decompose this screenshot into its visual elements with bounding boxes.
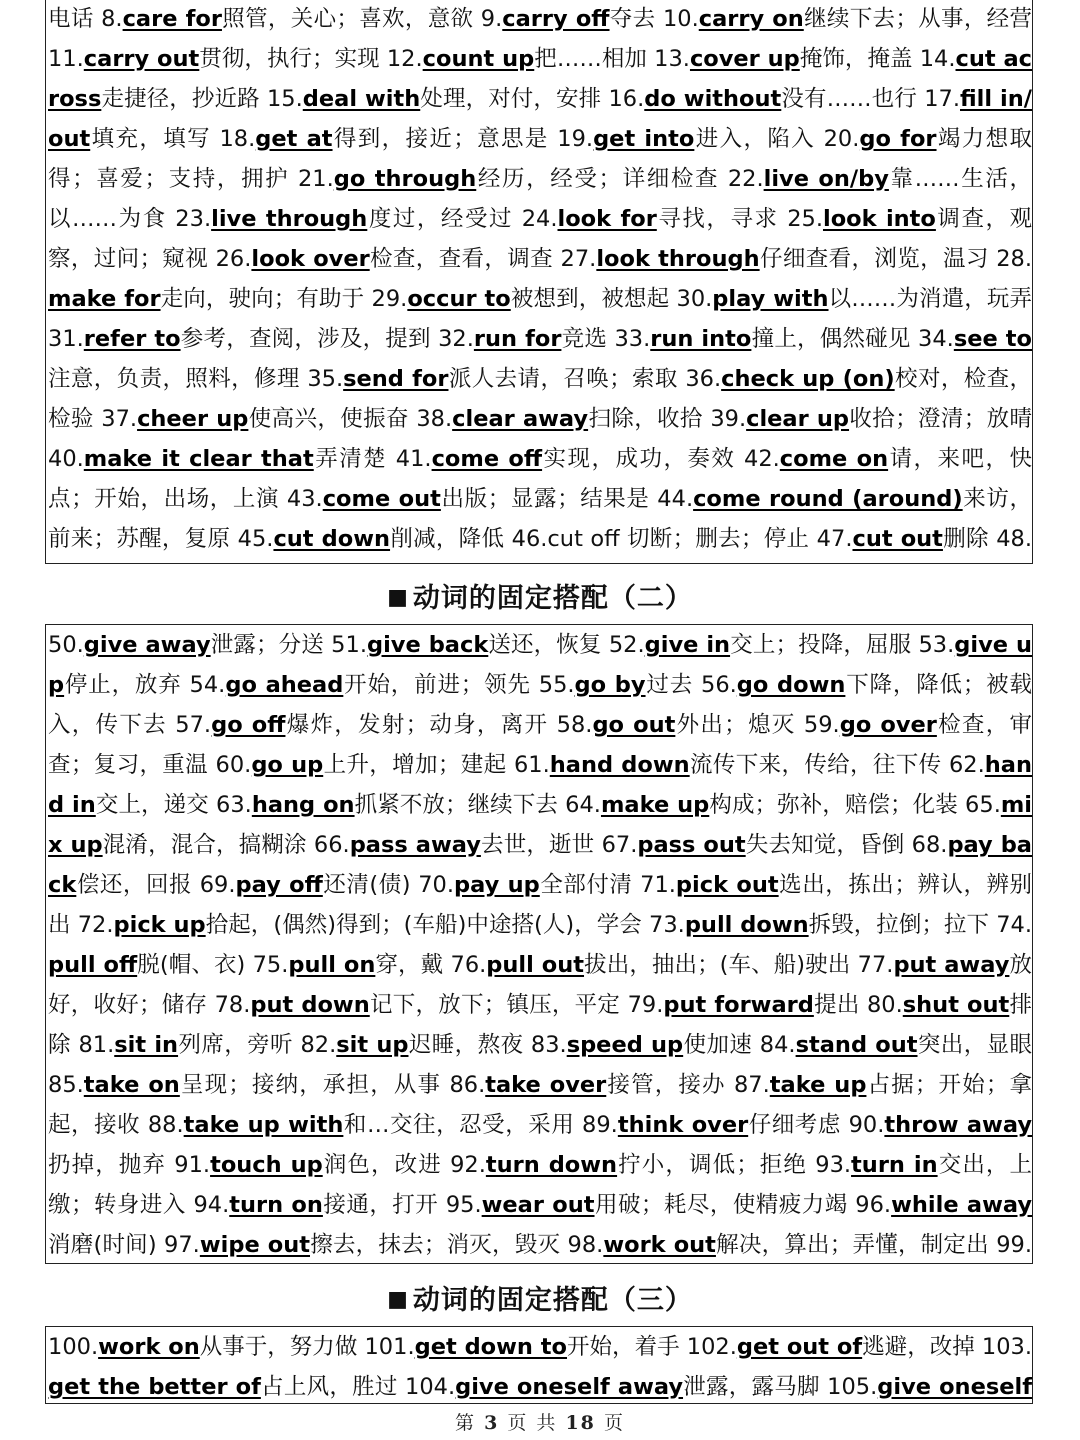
section-3-text (48, 1327, 1032, 1404)
phrase-term: mix up (48, 792, 1033, 858)
phrase-definition: 下降，降低；被载入，传下去 57. (48, 672, 1033, 738)
phrase-term: come off (431, 446, 543, 472)
phrase-term: take on (83, 1072, 180, 1098)
phrase-definition: 被想到，被想起 30. (510, 286, 713, 312)
phrase-term: give up (48, 632, 1033, 698)
phrase-definition: 还清(债) 70. (322, 872, 455, 898)
phrase-definition: 从事于，努力做 101. (199, 1334, 415, 1360)
section-2-box (45, 624, 1033, 1264)
phrase-definition: 占上风，胜过 104. (260, 1374, 456, 1400)
phrase-definition: 排除 81. (48, 992, 1033, 1058)
phrase-term: go down (736, 672, 846, 698)
phrase-term: run for (473, 326, 562, 352)
phrase-term: work out (603, 1232, 716, 1258)
phrase-definition: 过去 56. (645, 672, 737, 698)
phrase-definition: 使加速 84. (683, 1032, 796, 1058)
phrase-definition: 拾起，(偶然)得到；(车船)中途搭(人)，学会 73. (205, 912, 685, 938)
phrase-definition: 爆炸，发射；动身，离开 58. (285, 712, 593, 738)
phrase-definition: 竭力想取得；喜爱；支持，拥护 21. (48, 126, 1033, 192)
phrase-term: give away (83, 632, 211, 658)
phrase-definition: 用破；耗尽，使精疲力竭 96. (594, 1192, 892, 1218)
phrase-definition: 放好，收好；储存 78. (48, 952, 1032, 1018)
phrase-definition: 和…交往，忍受，采用 89. (343, 1112, 618, 1138)
phrase-term: wear out (481, 1192, 595, 1218)
phrase-term: turn in (851, 1152, 938, 1178)
phrase-definition: 寻找，寻求 25. (656, 206, 823, 232)
section-3-title: 动词的固定搭配（三） (412, 1285, 693, 1316)
phrase-term: turn on (229, 1192, 323, 1218)
phrase-definition: 流传下来，传给，往下传 62. (689, 752, 985, 778)
phrase-term: give oneself away (455, 1374, 684, 1400)
phrase-term: fill in/out (48, 86, 1032, 152)
phrase-term: look into (822, 206, 936, 232)
phrase-term: make it clear that (83, 446, 314, 472)
phrase-definition: 开始，着手 102. (567, 1334, 737, 1360)
phrase-term: wipe out (199, 1232, 310, 1258)
phrase-definition: 记下，放下；镇压，平定 79. (369, 992, 664, 1018)
phrase-term: pay off (235, 872, 323, 898)
phrase-term: go for (859, 126, 937, 152)
phrase-definition: 校对，检查，检验 37. (48, 366, 1033, 432)
phrase-term: live through (211, 206, 368, 232)
phrase-definition: 仔细考虑 90. (748, 1112, 885, 1138)
phrase-definition: 拧小，调低；拒绝 93. (617, 1152, 852, 1178)
phrase-term: run into (650, 326, 752, 352)
phrase-definition: 拆毁，拉倒；拉下 74. (808, 912, 1033, 938)
phrase-term: carry on (698, 6, 804, 32)
phrase-definition: 仔细查看，浏览，温习 28. (759, 246, 1032, 272)
phrase-term: check up (on) (721, 366, 895, 392)
phrase-definition: 扫除，收拾 39. (588, 406, 747, 432)
phrase-definition: 拔出，抽出；(车、船)驶出 77. (584, 952, 894, 978)
phrase-term: sit up (336, 1032, 409, 1058)
phrase-term: make up (600, 792, 710, 818)
phrase-term: play with (712, 286, 829, 312)
phrase-term: come out (322, 486, 441, 512)
phrase-definition: 填充，填写 18. (90, 126, 256, 152)
phrase-definition: 调查，观察，过问；窥视 26. (48, 206, 1033, 272)
phrase-term: send for (343, 366, 449, 392)
phrase-definition: 交出，上缴；转身进入 94. (48, 1152, 1033, 1218)
phrase-definition: 接管，接办 87. (606, 1072, 770, 1098)
phrase-definition: 派人去请，召唤；索取 36. (448, 366, 722, 392)
phrase-term: count up (422, 46, 535, 72)
phrase-term: cover up (689, 46, 800, 72)
total-pages-number: 18 (565, 1412, 596, 1434)
phrase-term: pick up (113, 912, 206, 938)
phrase-term: hand down (549, 752, 690, 778)
phrase-definition: 实现，成功，奏效 42. (542, 446, 780, 472)
phrase-definition: 删除 48. (942, 526, 1033, 552)
current-page-number: 3 (484, 1412, 500, 1434)
phrase-definition: 使高兴，使振奋 38. (248, 406, 453, 432)
phrase-definition: 泄露；分送 51. (210, 632, 367, 658)
phrase-term: go over (839, 712, 937, 738)
phrase-term: pick out (675, 872, 779, 898)
phrase-definition: 接通，打开 95. (322, 1192, 482, 1218)
phrase-definition: 经历，经受；详细检查 22. (476, 166, 764, 192)
phrase-term: get out of (736, 1334, 863, 1360)
phrase-definition: 偿还，回报 69. (76, 872, 236, 898)
phrase-definition: 擦去，抹去；消灭，毁灭 98. (310, 1232, 604, 1258)
phrase-term: pull down (684, 912, 809, 938)
phrase-definition: 撞上，偶然碰见 34. (751, 326, 954, 352)
phrase-definition: 全部付清 71. (539, 872, 676, 898)
phrase-term: take over (485, 1072, 607, 1098)
phrase-definition: 抓紧不放；继续下去 64. (354, 792, 601, 818)
phrase-term: give in (644, 632, 731, 658)
section-2-heading (0, 576, 1080, 615)
phrase-definition: 夺去 10. (609, 6, 699, 32)
phrase-definition: 把……相加 13. (534, 46, 690, 72)
phrase-term: turn down (485, 1152, 618, 1178)
phrase-definition: 来访，前来；苏醒，复原 45. (48, 486, 1032, 552)
phrase-definition: 上升，增加；建起 61. (323, 752, 550, 778)
phrase-term: refer to (83, 326, 181, 352)
phrase-term: see to (953, 326, 1033, 352)
phrase-definition: 出版；显露；结果是 44. (440, 486, 694, 512)
phrase-term: give back (366, 632, 489, 658)
phrase-definition: 突出，显眼 85. (48, 1032, 1032, 1098)
phrase-definition: 进入，陷入 20. (694, 126, 860, 152)
phrase-term: get the better of (48, 1374, 261, 1400)
phrase-definition: 交上，递交 63. (95, 792, 252, 818)
phrase-term: give oneself (877, 1374, 1032, 1400)
phrase-term: look for (557, 206, 657, 232)
phrase-term: work on (98, 1334, 200, 1360)
phrase-definition: 脱(帽、衣) 75. (137, 952, 289, 978)
phrase-term: pay back (48, 832, 1032, 898)
phrase-definition: 度过，经受过 24. (367, 206, 558, 232)
phrase-definition: 检查，审查；复习，重温 60. (48, 712, 1032, 778)
phrase-definition: 提出 80. (813, 992, 903, 1018)
phrase-definition: 润色，改进 92. (322, 1152, 486, 1178)
phrase-definition: 削减，降低 46.cut off 切断；删去；停止 47. (390, 526, 853, 552)
page-footer (0, 1408, 1080, 1435)
phrase-term: come round (around) (693, 486, 963, 512)
phrase-term: pay up (454, 872, 540, 898)
phrase-term: hand in (48, 752, 1033, 818)
phrase-term: touch up (210, 1152, 323, 1178)
phrase-definition: 占据；开始；拿起，接收 88. (48, 1072, 1032, 1138)
phrase-term: pass away (349, 832, 481, 858)
phrase-term: throw away (884, 1112, 1032, 1138)
phrase-definition: 收拾；澄清；放晴 40. (48, 406, 1032, 472)
phrase-term: cut out (852, 526, 943, 552)
phrase-definition: 扔掉，抛弃 91. (48, 1152, 211, 1178)
phrase-term: speed up (566, 1032, 684, 1058)
phrase-term: clear up (746, 406, 850, 432)
phrase-definition: 靠……生活，以……为食 23. (48, 166, 1033, 232)
phrase-term: look over (251, 246, 370, 272)
phrase-term: pull on (288, 952, 376, 978)
phrase-definition: 检查，查看，调查 27. (369, 246, 597, 272)
phrase-term: do without (644, 86, 782, 112)
footer-mid: 页 共 (507, 1412, 558, 1434)
phrase-term: cut across (48, 46, 1033, 112)
phrase-definition: 贯彻，执行；实现 12. (199, 46, 423, 72)
phrase-term: put forward (663, 992, 814, 1018)
section-1-text (48, 0, 1032, 564)
phrase-definition: 泄露，露马脚 105. (683, 1374, 878, 1400)
footer-prefix: 第 (455, 1412, 477, 1434)
phrase-term: make for (48, 286, 161, 312)
phrase-definition: 混淆，混合，搞糊涂 66. (102, 832, 350, 858)
phrase-term: while away (891, 1192, 1033, 1218)
phrase-definition: 逃避，改掉 103. (862, 1334, 1032, 1360)
phrase-definition: 继续下去；从事，经营 11. (48, 6, 1032, 72)
phrase-term: go through (333, 166, 477, 192)
phrase-definition: 注意，负责，照料，修理 35. (48, 366, 344, 392)
phrase-term: go up (251, 752, 324, 778)
square-bullet-icon: ■ (387, 585, 409, 610)
phrase-definition: 失去知觉，昏倒 68. (745, 832, 948, 858)
phrase-definition: 得到，接近；意思是 19. (332, 126, 594, 152)
phrase-definition: 以……为消遣，玩弄 31. (48, 286, 1032, 352)
footer-suffix: 页 (603, 1412, 625, 1434)
phrase-term: take up with (183, 1112, 344, 1138)
phrase-term: sit in (114, 1032, 179, 1058)
phrase-term: get into (593, 126, 695, 152)
phrase-term: come on (779, 446, 889, 472)
phrase-term: care for (122, 6, 222, 32)
phrase-definition: 弄清楚 41. (313, 446, 432, 472)
phrase-term: go by (574, 672, 646, 698)
phrase-definition: 开始，前进；领先 55. (343, 672, 575, 698)
phrase-term: clear away (452, 406, 589, 432)
phrase-definition: 掩饰，掩盖 14. (799, 46, 956, 72)
section-1-box (45, 0, 1033, 564)
phrase-term: take up (769, 1072, 867, 1098)
phrase-definition: 处理，对付，安排 16. (420, 86, 645, 112)
phrase-term: look through (596, 246, 760, 272)
phrase-definition: 交上；投降，屈服 53. (730, 632, 955, 658)
phrase-definition: 消磨(时间) 97. (48, 1232, 200, 1258)
phrase-term: pull out (486, 952, 585, 978)
phrase-definition: 解决，算出；弄懂，制定出 99. (715, 1232, 1032, 1258)
phrase-term: get down to (414, 1334, 568, 1360)
phrase-term: deal with (302, 86, 421, 112)
phrase-term: think over (617, 1112, 749, 1138)
phrase-term: hang on (251, 792, 355, 818)
phrase-definition: 100. (48, 1334, 99, 1360)
phrase-definition: 没有……也行 17. (781, 86, 960, 112)
phrase-definition: 迟睡，熬夜 83. (408, 1032, 567, 1058)
phrase-term: get at (255, 126, 333, 152)
phrase-definition: 50. (48, 632, 84, 658)
phrase-definition: 外出；熄灭 59. (675, 712, 840, 738)
phrase-definition: 停止，放弃 54. (64, 672, 226, 698)
phrase-term: go out (592, 712, 676, 738)
section-2-text (48, 625, 1032, 1264)
phrase-term: go off (211, 712, 286, 738)
section-2-title: 动词的固定搭配（二） (412, 583, 693, 614)
phrase-definition: 走捷径，抄近路 15. (101, 86, 303, 112)
phrase-term: carry out (83, 46, 200, 72)
phrase-term: carry off (502, 6, 610, 32)
phrase-term: shut out (902, 992, 1010, 1018)
phrase-definition: 电话 8. (48, 6, 123, 32)
phrase-definition: 呈现；接纳，承担，从事 86. (179, 1072, 486, 1098)
phrase-term: cheer up (137, 406, 249, 432)
phrase-definition: 照管，关心；喜欢，意欲 9. (221, 6, 503, 32)
phrase-term: cut down (273, 526, 391, 552)
phrase-term: put away (893, 952, 1010, 978)
phrase-definition: 走向，驶向；有助于 29. (160, 286, 408, 312)
phrase-term: pull off (48, 952, 138, 978)
phrase-term: stand out (795, 1032, 918, 1058)
phrase-definition: 请，来吧，快点；开始，出场，上演 43. (48, 446, 1032, 512)
phrase-definition: 列席，旁听 82. (178, 1032, 337, 1058)
phrase-definition: 去世，逝世 67. (480, 832, 638, 858)
section-3-heading (0, 1278, 1080, 1317)
phrase-definition: 竞选 33. (561, 326, 651, 352)
section-3-box (45, 1326, 1033, 1404)
phrase-term: occur to (407, 286, 511, 312)
phrase-term: pass out (637, 832, 746, 858)
phrase-term: put down (250, 992, 370, 1018)
phrase-definition: 构成；弥补，赔偿；化装 65. (709, 792, 1001, 818)
square-bullet-icon: ■ (387, 1287, 409, 1312)
phrase-term: live on/by (763, 166, 889, 192)
phrase-term: go ahead (225, 672, 344, 698)
phrase-definition: 参考，查阅，涉及，提到 32. (180, 326, 474, 352)
phrase-definition: 选出，拣出；辨认，辨别出 72. (48, 872, 1033, 938)
phrase-definition: 穿，戴 76. (375, 952, 487, 978)
phrase-definition: 送还，恢复 52. (488, 632, 645, 658)
